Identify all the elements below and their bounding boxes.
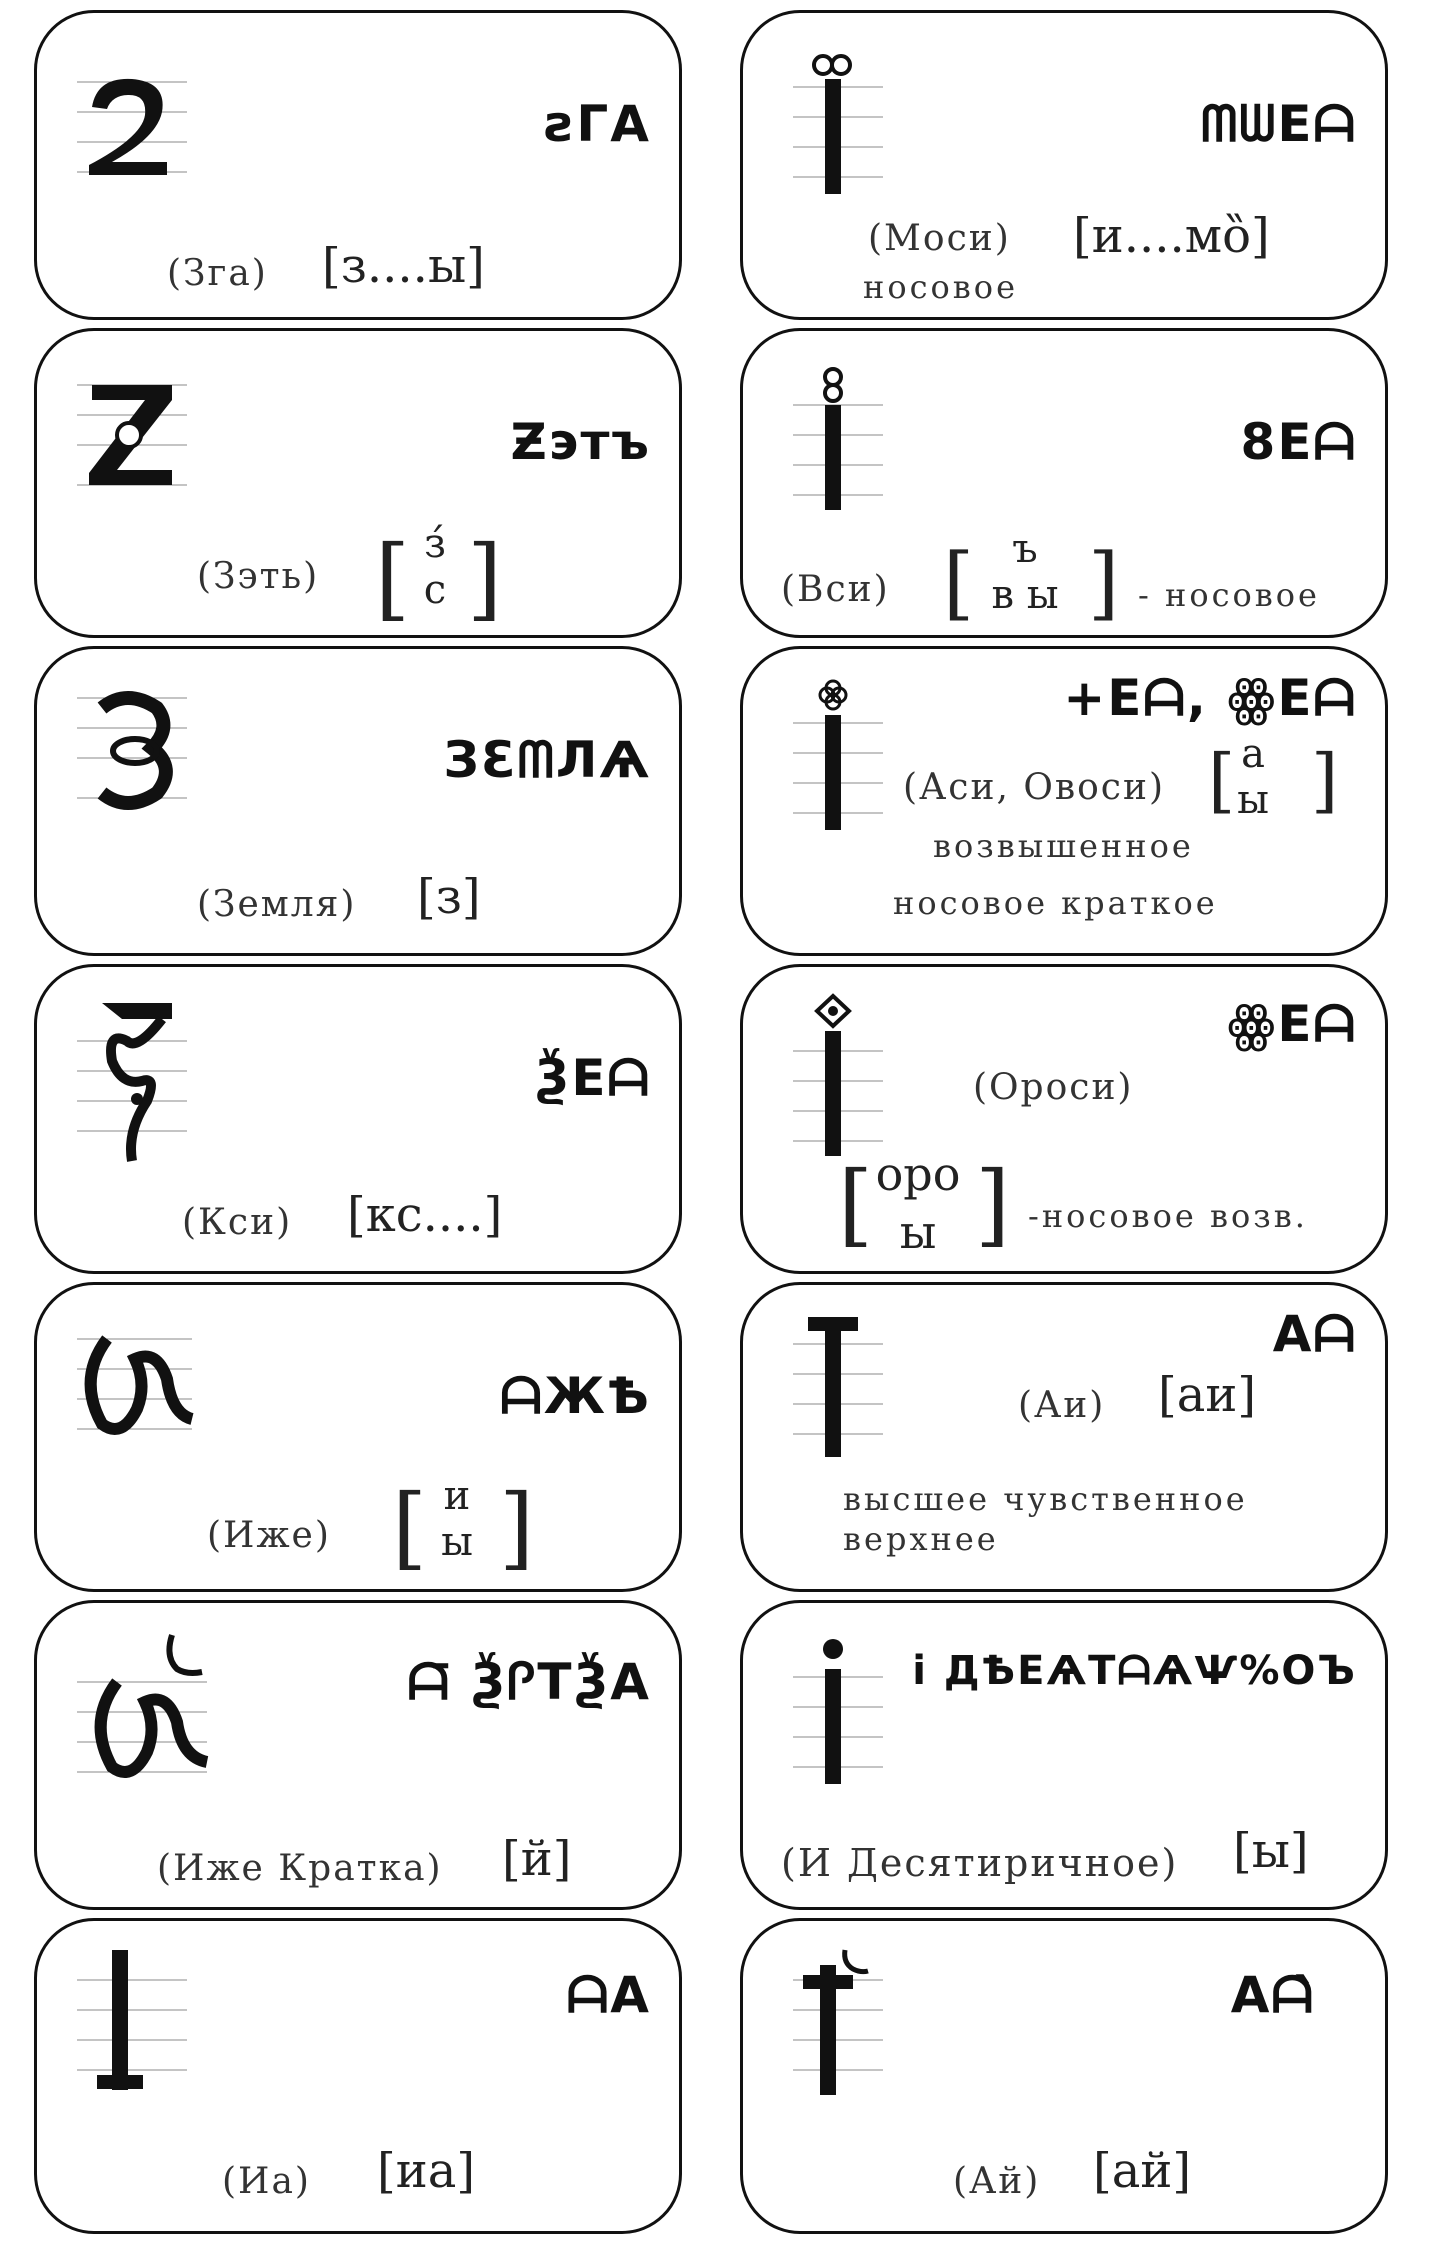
bracket-open: [ bbox=[392, 1475, 428, 1580]
letter-card-ai-short bbox=[740, 1918, 1388, 2234]
note: - носовое bbox=[1138, 576, 1320, 614]
sound-bottom: ы bbox=[441, 1519, 473, 1565]
bracket-close: ] bbox=[467, 526, 503, 631]
letter-card-ia bbox=[34, 1918, 682, 2234]
sound-value: [и....мȍ] bbox=[1073, 208, 1270, 264]
letter-izhe-glyph-icon bbox=[67, 1309, 197, 1499]
word: ѮEᗩ bbox=[534, 1049, 651, 1107]
letter-ai-glyph-icon bbox=[773, 1309, 903, 1499]
word: ЗƐᗰЛѦ bbox=[443, 731, 651, 789]
sound-bottom: ы bbox=[899, 1205, 937, 1259]
bracket-close: ] bbox=[1088, 536, 1120, 629]
letter-zemlya-glyph-icon bbox=[67, 673, 197, 863]
bracket-close: ] bbox=[1311, 739, 1339, 821]
letter-izhe-kratka-glyph-icon bbox=[67, 1627, 217, 1817]
word: і ДѢEѦТᗩѦѰ%ОЪ bbox=[912, 1648, 1357, 1694]
note: -носовое возв. bbox=[1028, 1197, 1308, 1235]
letter-card-ai bbox=[740, 1282, 1388, 1592]
letter-card-vsi bbox=[740, 328, 1388, 638]
note-2: верхнее bbox=[843, 1520, 999, 1558]
letter-name: (Моси) bbox=[868, 218, 1011, 259]
letter-ksi-glyph-icon bbox=[67, 991, 197, 1181]
word: ᗩA bbox=[566, 1966, 651, 2024]
letter-card-i-desyatirichnoe bbox=[740, 1600, 1388, 1910]
sound-value: [з] bbox=[417, 869, 481, 925]
letter-card-asi bbox=[740, 646, 1388, 956]
sound-stack bbox=[405, 521, 465, 613]
sound-value: [й] bbox=[502, 1831, 572, 1887]
letter-name: (Иже) bbox=[207, 1515, 331, 1556]
sound-bottom: в ы bbox=[991, 572, 1059, 618]
letter-vsi-glyph-icon bbox=[773, 355, 903, 545]
word: +Eᗩ, ꙮEᗩ bbox=[1063, 669, 1357, 727]
word: 8Eᗩ bbox=[1240, 413, 1357, 471]
note: возвышенное bbox=[933, 827, 1194, 865]
letter-name: (Аи) bbox=[1018, 1385, 1106, 1426]
letter-ai-short-glyph-icon bbox=[773, 1945, 903, 2135]
letter-name: (Зга) bbox=[167, 253, 268, 294]
word: ᗩЖѢ bbox=[500, 1367, 651, 1425]
sound-top: а bbox=[1241, 731, 1265, 777]
sound-value: [иа] bbox=[377, 2143, 476, 2199]
sound-value: [аи] bbox=[1158, 1367, 1257, 1423]
letter-name: (Ай) bbox=[953, 2161, 1041, 2202]
bracket-open: [ bbox=[943, 536, 975, 629]
sound-value: [з....ы] bbox=[322, 238, 485, 294]
sound-bottom: с bbox=[423, 567, 447, 613]
letter-name: (Иже Кратка) bbox=[157, 1848, 443, 1889]
bracket-close: ] bbox=[975, 1152, 1011, 1257]
note: носовое bbox=[863, 268, 1018, 306]
letter-card-izhe-kratka bbox=[34, 1600, 682, 1910]
word: ᗩ̄ ѮᎵТѮA bbox=[407, 1653, 651, 1711]
letter-card-izhe bbox=[34, 1282, 682, 1592]
letter-mosi-glyph-icon bbox=[773, 37, 903, 227]
bracket-close: ] bbox=[499, 1475, 535, 1580]
word: ꙮEᗩ bbox=[1227, 995, 1357, 1053]
sound-value: [ы] bbox=[1233, 1823, 1309, 1879]
letter-name: (Кси) bbox=[182, 1202, 293, 1243]
letter-name: (Иа) bbox=[222, 2161, 311, 2202]
sound-top: ъ bbox=[1012, 526, 1038, 572]
sound-stack bbox=[417, 1473, 497, 1565]
sound-top: и bbox=[443, 1473, 471, 1519]
letter-zet-glyph-icon bbox=[67, 355, 197, 545]
bracket-open: [ bbox=[1208, 739, 1236, 821]
sound-stack bbox=[863, 1145, 973, 1261]
letter-i-desyatirichnoe-glyph-icon bbox=[773, 1627, 903, 1817]
sound-bottom: ы bbox=[1237, 777, 1269, 823]
letter-card-ksi bbox=[34, 964, 682, 1274]
letter-name: (Аси, Овоси) bbox=[903, 767, 1166, 808]
letter-zga-glyph-icon bbox=[67, 37, 197, 227]
word: Aᗩ̀ bbox=[1230, 1966, 1315, 2024]
letter-name: (Ороси) bbox=[973, 1067, 1134, 1108]
sound-value: [ай] bbox=[1093, 2143, 1192, 2199]
bracket-open: [ bbox=[375, 526, 411, 631]
note-2: носовое краткое bbox=[893, 884, 1218, 922]
letter-card-zemlya bbox=[34, 646, 682, 956]
letter-card-zga bbox=[34, 10, 682, 320]
sound-top: з́ bbox=[424, 521, 446, 567]
word: ᗰᗯEᗩ bbox=[1201, 95, 1357, 153]
letter-card-mosi bbox=[740, 10, 1388, 320]
letter-name: (Земля) bbox=[197, 884, 357, 925]
letter-card-orosi bbox=[740, 964, 1388, 1274]
word: Aᗩ bbox=[1272, 1305, 1357, 1363]
letter-name: (Вси) bbox=[781, 569, 890, 610]
word: Ƶэтъ bbox=[510, 413, 651, 471]
letter-card-zet bbox=[34, 328, 682, 638]
note: высшее чувственное bbox=[843, 1480, 1248, 1518]
bracket-open: [ bbox=[838, 1152, 874, 1257]
letter-asi-glyph-icon bbox=[773, 673, 903, 863]
sound-stack bbox=[1223, 731, 1283, 823]
letter-name: (Зэть) bbox=[197, 556, 320, 597]
sound-top: оро bbox=[875, 1147, 961, 1201]
word: ƨГA bbox=[544, 95, 651, 153]
sound-stack bbox=[965, 526, 1085, 618]
letter-name: (И Десятиричное) bbox=[781, 1841, 1179, 1885]
sound-value: [кс....] bbox=[347, 1187, 503, 1243]
letter-ia-glyph-icon bbox=[67, 1945, 197, 2135]
